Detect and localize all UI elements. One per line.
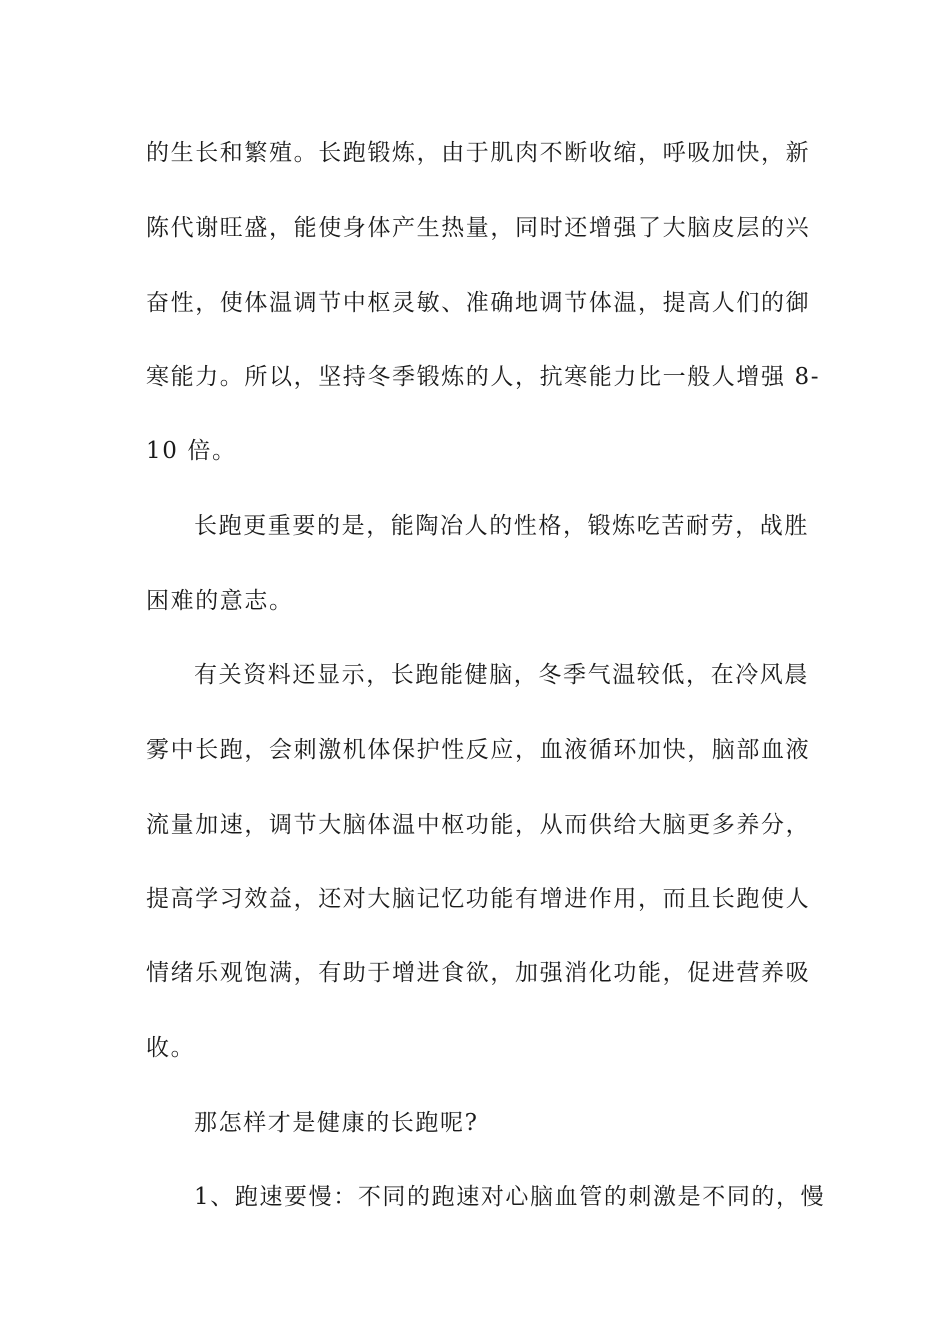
- paragraph-line: 寒能力。所以，坚持冬季锻炼的人，抗寒能力比一般人增强 8-: [146, 364, 821, 390]
- paragraph-line: 的生长和繁殖。长跑锻炼，由于肌肉不断收缩，呼吸加快，新: [146, 140, 811, 166]
- paragraph-line: 流量加速，调节大脑体温中枢功能，从而供给大脑更多养分，: [146, 812, 811, 838]
- paragraph-line: 雾中长跑，会刺激机体保护性反应，血液循环加快，脑部血液: [146, 737, 811, 763]
- paragraph-line: 陈代谢旺盛，能使身体产生热量，同时还增强了大脑皮层的兴: [146, 215, 811, 241]
- paragraph-line: 提高学习效益，还对大脑记忆功能有增进作用，而且长跑使人: [146, 886, 811, 912]
- paragraph-line: 情绪乐观饱满，有助于增进食欲，加强消化功能，促进营养吸: [146, 960, 811, 986]
- section-question: 那怎样才是健康的长跑呢?: [194, 1110, 479, 1136]
- paragraph-line: 奋性，使体温调节中枢灵敏、准确地调节体温，提高人们的御: [146, 290, 811, 316]
- list-item-line: 1、跑速要慢：不同的跑速对心脑血管的刺激是不同的，慢: [194, 1184, 826, 1210]
- paragraph-line: 长跑更重要的是，能陶冶人的性格，锻炼吃苦耐劳，战胜: [194, 513, 809, 539]
- paragraph-line: 收。: [146, 1035, 196, 1061]
- paragraph-line: 有关资料还显示，长跑能健脑，冬季气温较低，在冷风晨: [194, 662, 809, 688]
- paragraph-line: 困难的意志。: [146, 588, 294, 614]
- paragraph-line: 10 倍。: [146, 438, 237, 464]
